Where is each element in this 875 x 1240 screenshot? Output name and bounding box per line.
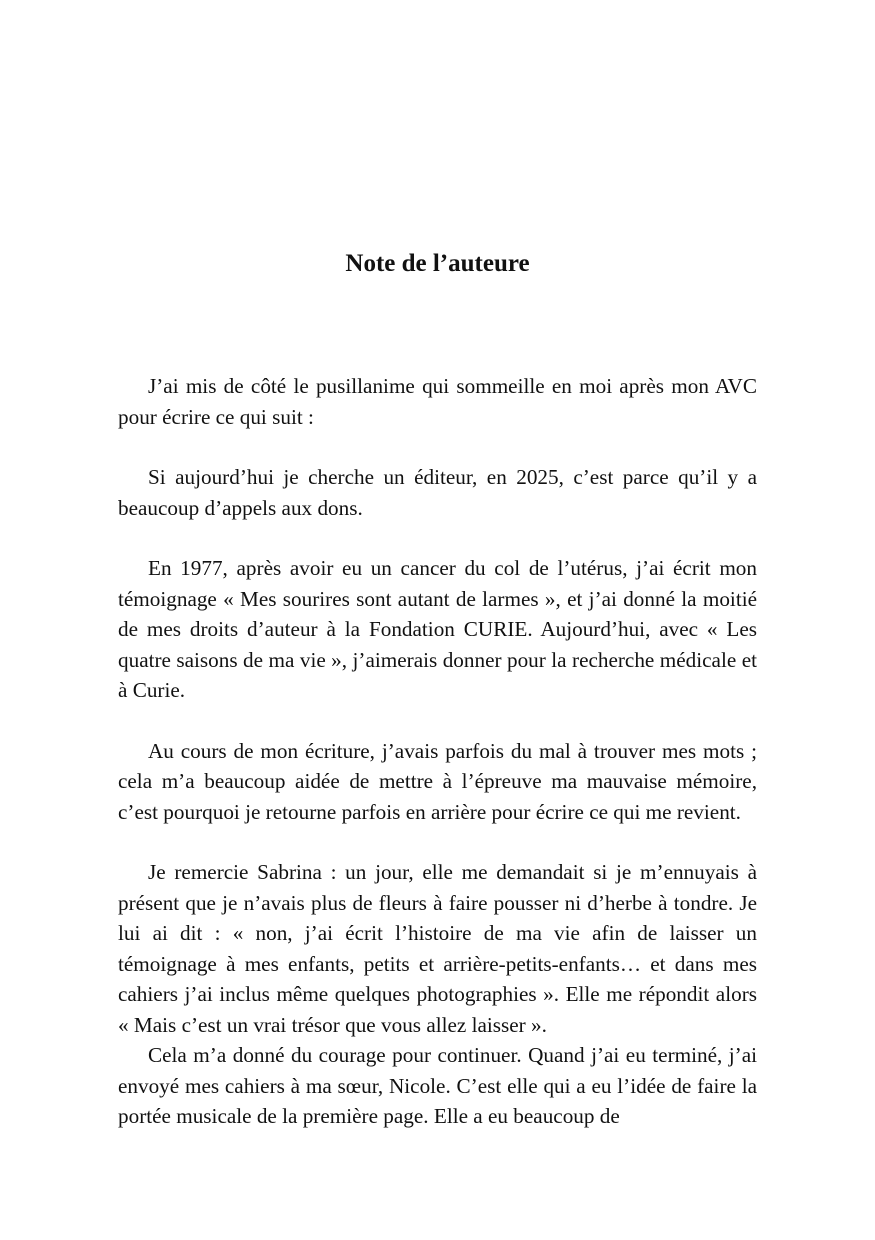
- paragraph-2: Si aujourd’hui je cherche un éditeur, en 2025, c’est parce qu’il y a beaucoup d’appels aux dons.: [118, 465, 757, 520]
- paragraph-5: Je remercie Sabrina : un jour, elle me demandait si je m’ennuyais à présent que je n’avais plus de fleurs à faire pousser ni d’herbe à tondre. Je lui ai dit : « non, j’ai écrit l’histoire de ma vie afin de laisser un témoignage à mes enfants, petits et arrière-petits-enfants… et dans mes cahiers j’ai inclus même quelques photographies ». Elle me répondit alors « Mais c’est un vrai trésor que vous allez laisser ».: [118, 860, 757, 1037]
- paragraph-6: Cela m’a donné du courage pour continuer. Quand j’ai eu terminé, j’ai envoyé mes cahiers à ma sœur, Nicole. C’est elle qui a eu l’idée de faire la portée musicale de la première page. Elle a eu beaucoup de: [118, 1043, 757, 1128]
- paragraph-1: J’ai mis de côté le pusillanime qui sommeille en moi après mon AVC pour écrire ce qui suit :: [118, 374, 757, 429]
- body-text: [118, 371, 757, 1132]
- paragraph-4: Au cours de mon écriture, j’avais parfois du mal à trouver mes mots ; cela m’a beaucoup aidée de mettre à l’épreuve ma mauvaise mémoire, c’est pourquoi je retourne parfois en arrière pour écrire ce qui me revient.: [118, 738, 757, 824]
- paragraph-3: En 1977, après avoir eu un cancer du col de l’utérus, j’ai écrit mon témoignage « Mes sourires sont autant de larmes », et j’ai donné la moitié de mes droits d’auteur à la Fondation CURIE. Aujourd’hui, avec « Les quatre saisons de ma vie », j’aimerais donner pour la recherche médicale et à Curie.: [118, 556, 757, 702]
- page-title: Note de l’auteure: [345, 250, 530, 277]
